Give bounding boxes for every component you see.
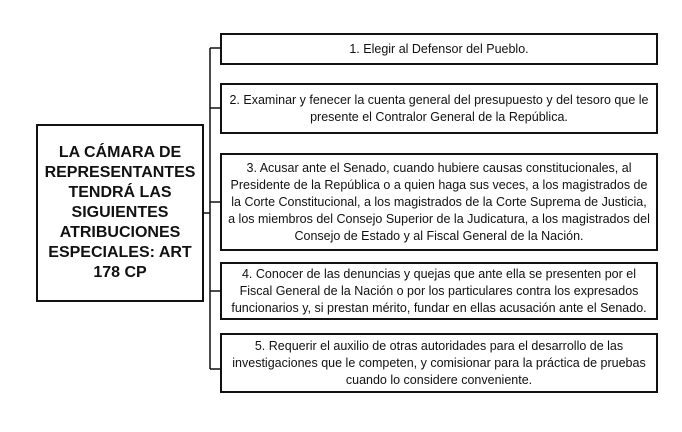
attribution-item-5 xyxy=(220,333,658,393)
central-node-label: LA CÁMARA DE REPRESENTANTES TENDRÁ LAS SIGUIENTES ATRIBUCIONES ESPECIALES: ART 178 CP xyxy=(44,144,196,281)
attribution-item-5-label: 5. Requerir el auxilio de otras autoridades para el desarrollo de las investigaciones que le competen, y comisionar para la práctica de pruebas cuando lo considere conveniente. xyxy=(232,338,646,387)
central-node xyxy=(36,124,204,302)
attribution-item-1 xyxy=(220,33,658,65)
attribution-item-4-label: 4. Conocer de las denuncias y quejas que ante ella se presenten por el Fiscal General de la Nación o por los particulares contra los expresados funcionarios y, si prestan mérito, fundar en ellas acusación ante el Senado. xyxy=(231,266,647,315)
attribution-item-3-label: 3. Acusar ante el Senado, cuando hubiere causas constitucionales, al Presidente de la República o a quien haga sus veces, a los magistrados de la Corte Constitucional, a los magistrados de la Corte Suprema de Justicia, a los miembros del Consejo Superior de la Judicatura, a los magistrados del Consejo de Estado y al Fiscal General de la Nación. xyxy=(228,160,650,243)
attribution-item-2 xyxy=(220,83,658,134)
attribution-item-3 xyxy=(220,153,658,251)
attribution-item-2-label: 2. Examinar y fenecer la cuenta general del presupuesto y del tesoro que le presente el Contralor General de la República. xyxy=(229,92,649,124)
attribution-item-1-label: 1. Elegir al Defensor del Pueblo. xyxy=(349,41,529,56)
attribution-item-4 xyxy=(220,262,658,320)
